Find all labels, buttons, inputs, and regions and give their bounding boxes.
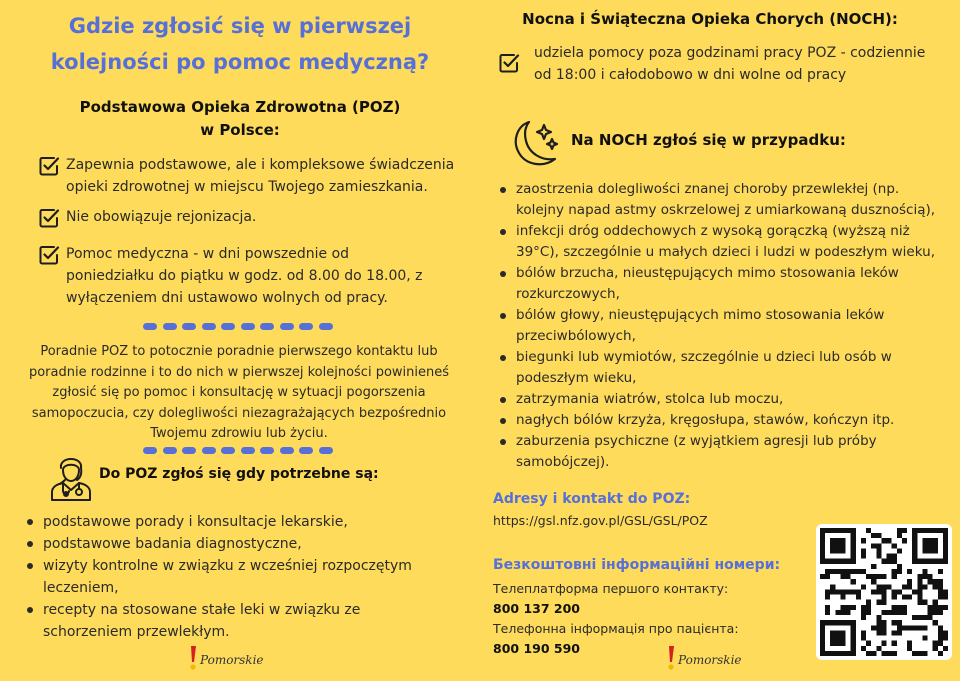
poz-bullet-3-line-2: leczeniem, — [43, 580, 119, 596]
noch-bullet-1-line-2: kolejny napad astmy oskrzelowej z umiarkowaną dusznością), — [516, 202, 936, 218]
check-box-icon — [38, 207, 60, 229]
poz-bullet-list — [24, 511, 444, 643]
ua-line-2: Телефонна інформація про пацієнта: — [493, 621, 739, 636]
list-item — [497, 410, 947, 431]
noch-bullet-list — [497, 179, 947, 473]
poradnie-line-1: Poradnie POZ to potocznie poradnie pierwszego kontaktu lub — [40, 344, 438, 359]
list-item — [497, 389, 947, 410]
poz-check-3-line-1: Pomoc medyczna - w dni powszednie od — [66, 246, 350, 262]
poz-check-item-3 — [38, 243, 468, 309]
noch-bullet-5-line-1: biegunki lub wymiotów, szczególnie u dzieci lub osób w — [516, 349, 892, 365]
poz-check-item-2 — [38, 206, 468, 229]
noch-bullet-1-line-1: zaostrzenia dolegliwości znanej choroby przewlekłej (np. — [516, 181, 900, 197]
main-title — [20, 8, 460, 80]
poz-heading-line-1: Podstawowa Opieka Zdrowotna (POZ) — [79, 98, 401, 116]
noch-bullet-3-line-2: rozkurczowych, — [516, 286, 620, 302]
list-item — [24, 511, 444, 533]
noch-bullet-2-line-1: infekcji dróg oddechowych z wysoką gorączką (wyższą niż — [516, 223, 910, 239]
poz-bullet-2-line-1: podstawowe badania diagnostyczne, — [43, 536, 302, 552]
noch-when-heading: Na NOCH zgłoś się w przypadku: — [571, 131, 846, 149]
logo-wordmark: Pomorskie — [678, 653, 742, 667]
poradnie-line-4: samopoczucia, czy dolegliwości niezagrażających bezpośrednio — [31, 405, 447, 421]
poz-bullet-1-line-1: podstawowe porady i konsultacje lekarskie, — [43, 514, 348, 530]
poz-when-heading: Do POZ zgłoś się gdy potrzebne są: — [99, 466, 379, 482]
moon-stars-icon — [511, 117, 561, 169]
list-item — [497, 179, 947, 221]
list-item — [497, 263, 947, 305]
poz-heading — [20, 96, 460, 142]
pomorskie-logo-icon — [666, 645, 676, 671]
doctor-icon — [49, 450, 93, 502]
dotted-divider-2 — [143, 447, 333, 455]
poz-url-link[interactable]: https://gsl.nfz.gov.pl/GSL/GSL/POZ — [493, 513, 708, 528]
pomorskie-logo-right — [666, 645, 742, 671]
main-title-line-2: kolejności po pomoc medyczną? — [50, 50, 430, 74]
poz-check-1-line-2: opieki zdrowotnej w miejscu Twojego zamieszkania. — [66, 179, 428, 195]
noch-bullet-8-line-2: samobójczej). — [516, 454, 610, 470]
check-box-icon — [38, 155, 60, 177]
noch-bullet-8-line-1: zaburzenia psychiczne (z wyjątkiem agresji lub próby — [516, 433, 877, 449]
poz-check-3-line-2: poniedziałku do piątku w godz. od 8.00 do 18.00, z — [66, 268, 423, 284]
addresses-heading: Adresy i kontakt do POZ: — [493, 491, 691, 507]
ua-phone-1[interactable]: 800 137 200 — [493, 601, 580, 616]
noch-title: Nocna i Świąteczna Opieka Chorych (NOCH): — [522, 10, 898, 28]
noch-bullet-5-line-2: podeszłym wieku, — [516, 370, 637, 386]
poz-check-3-line-3: wyłączeniem dni ustawowo wolnych od pracy. — [66, 290, 388, 306]
ua-phone-2[interactable]: 800 190 590 — [493, 641, 580, 656]
poz-bullet-3-line-1: wizyty kontrolne w związku z wcześniej rozpoczętym — [43, 558, 412, 574]
check-box-icon — [498, 52, 520, 74]
noch-check-line-2: od 18:00 i całodobowo w dni wolne od pracy — [534, 67, 847, 83]
check-box-icon — [38, 244, 60, 266]
noch-check-line-1: udziela pomocy poza godzinami pracy POZ - codziennie — [534, 45, 926, 61]
noch-bullet-2-line-2: 39°C), szczególnie u małych dzieci i ludzi w podeszłym wieku, — [516, 244, 935, 260]
list-item — [497, 431, 947, 473]
poradnie-paragraph — [8, 342, 470, 445]
noch-check-item — [498, 42, 948, 86]
pomorskie-logo-left — [188, 645, 264, 671]
poradnie-line-3: zgłosić się po pomoc i konsultację w sytuacji pogorszenia — [52, 385, 426, 400]
noch-bullet-4-line-1: bólów głowy, nieustępujących mimo stosowania leków — [516, 307, 885, 323]
poz-heading-line-2: w Polsce: — [200, 121, 280, 139]
list-item — [497, 221, 947, 263]
poz-check-item-1 — [38, 154, 468, 198]
list-item — [24, 533, 444, 555]
list-item — [497, 305, 947, 347]
list-item — [497, 347, 947, 389]
qr-code[interactable] — [816, 524, 952, 660]
poradnie-line-2: poradnie rodzinne i to do nich w pierwszej kolejności powinieneś — [28, 364, 450, 380]
poz-bullet-4-line-1: recepty na stosowane stałe leki w związku ze — [43, 602, 361, 618]
list-item — [24, 599, 444, 643]
poradnie-line-5: Twojemu zdrowiu lub życiu. — [150, 426, 328, 441]
logo-wordmark: Pomorskie — [200, 653, 264, 667]
dotted-divider-1 — [143, 323, 333, 331]
ua-line-1: Телеплатформа першого контакту: — [493, 581, 729, 596]
list-item — [24, 555, 444, 599]
pomorskie-logo-icon — [188, 645, 198, 671]
poz-check-2-line-1: Nie obowiązuje rejonizacja. — [66, 209, 257, 225]
ua-info-heading: Безкоштовні інформаційні номери: — [493, 557, 781, 573]
poz-check-1-line-1: Zapewnia podstawowe, ale i kompleksowe świadczenia — [66, 157, 455, 173]
noch-bullet-3-line-1: bólów brzucha, nieustępujących mimo stosowania leków — [516, 265, 899, 281]
poz-bullet-4-line-2: schorzeniem przewlekłym. — [43, 624, 230, 640]
noch-bullet-4-line-2: przeciwbólowych, — [516, 328, 636, 344]
qr-code-icon — [820, 528, 948, 656]
noch-bullet-6-line-1: zatrzymania wiatrów, stolca lub moczu, — [516, 391, 784, 407]
noch-bullet-7-line-1: nagłych bólów krzyża, kręgosłupa, stawów, kończyn itp. — [516, 412, 895, 428]
main-title-line-1: Gdzie zgłosić się w pierwszej — [68, 14, 412, 38]
